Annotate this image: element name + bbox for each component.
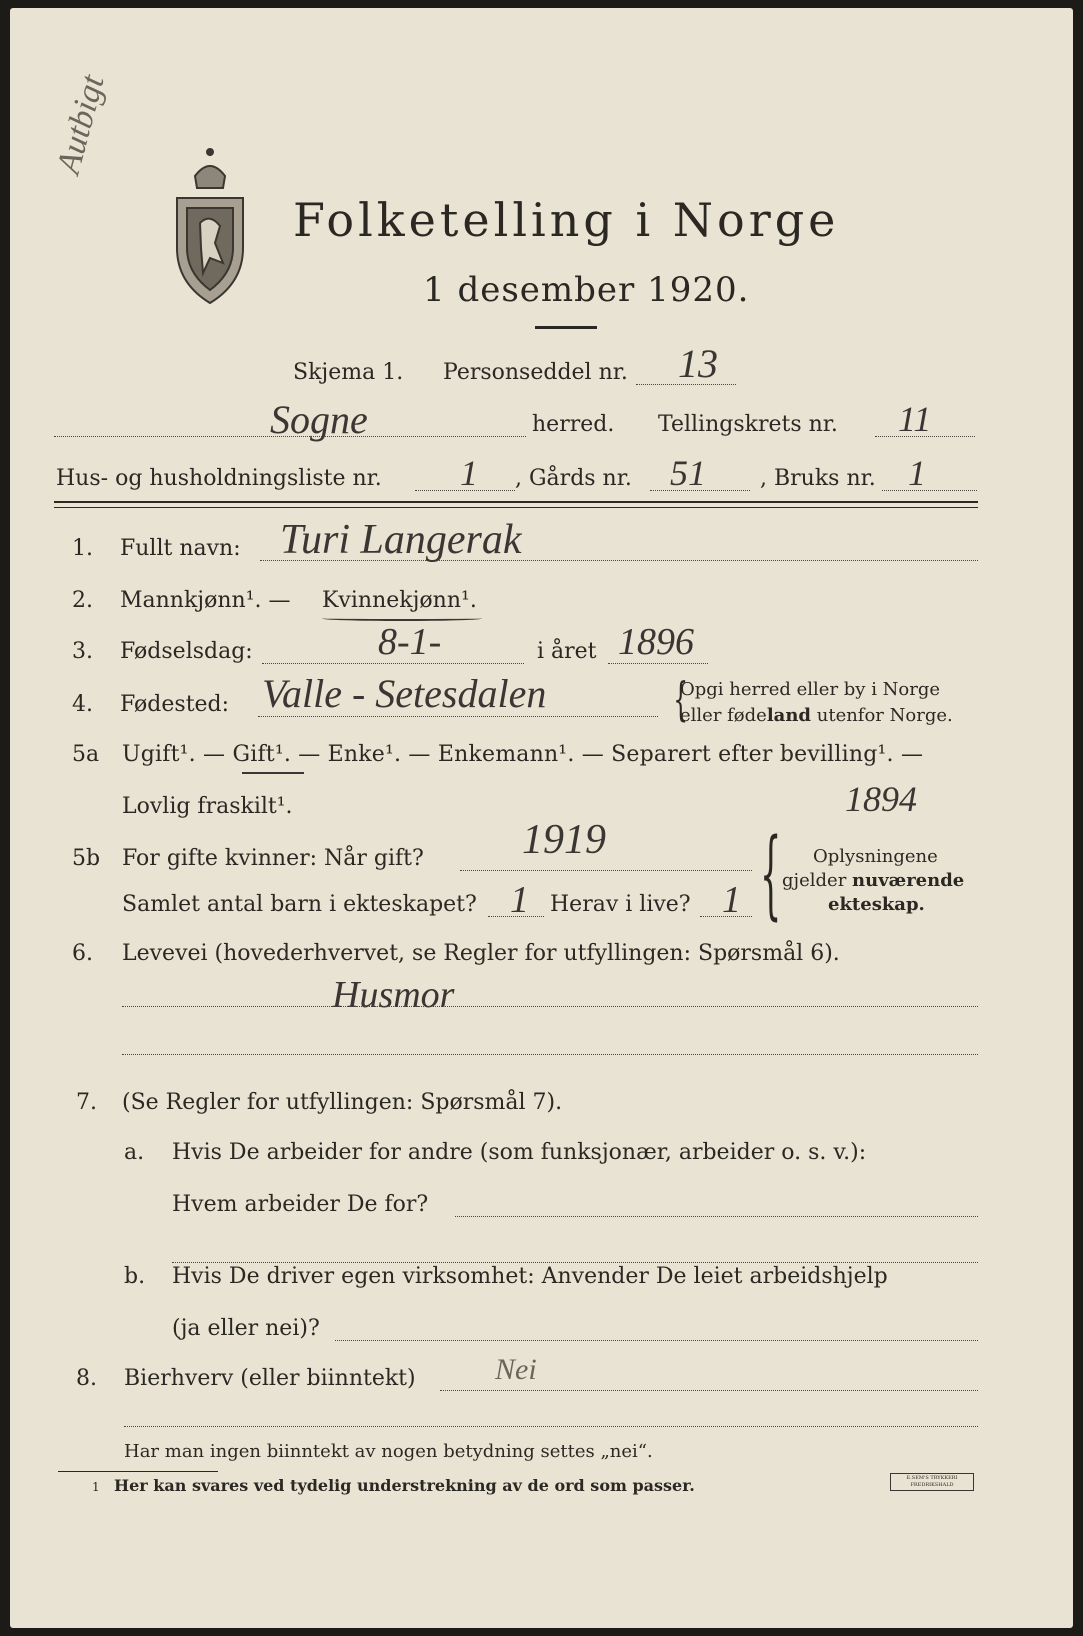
title-divider — [535, 326, 597, 329]
q7-number: 7. — [76, 1090, 97, 1115]
q5b-children-label: Samlet antal barn i ekteskapet? — [122, 892, 477, 917]
header-rule-top — [54, 501, 978, 503]
printer-stamp: E.SEM'S TRYKKERI FREDRIKSHALD — [890, 1473, 974, 1491]
q5a-lovlig-fraskilt[interactable]: Lovlig fraskilt¹. — [122, 794, 293, 819]
q7a-answer-line2[interactable] — [172, 1262, 978, 1263]
q5a-gift-underline — [242, 770, 304, 774]
q6-line1 — [122, 1006, 978, 1007]
q6-line2 — [122, 1054, 978, 1055]
form-title: Folketelling i Norge — [293, 193, 840, 247]
q7a-letter: a. — [124, 1140, 145, 1165]
q6-number: 6. — [72, 941, 93, 966]
q3-year-label: i året — [537, 639, 597, 664]
herred-value[interactable]: Sogne — [270, 397, 368, 442]
bruks-value[interactable]: 1 — [908, 453, 926, 493]
q5b-alive-value[interactable]: 1 — [722, 879, 741, 921]
husliste-label: Hus- og husholdningsliste nr. — [56, 466, 382, 491]
q5b-married-label: For gifte kvinner: Når gift? — [122, 846, 424, 871]
q7a-line2: Hvem arbeider De for? — [172, 1192, 429, 1217]
q5b-married-value[interactable]: 1919 — [522, 817, 606, 863]
footnote-text: Her kan svares ved tydelig understrekning av de ord som passer. — [114, 1476, 695, 1495]
q2-female-option[interactable]: Kvinnekjønn¹. — [322, 588, 477, 613]
q7-label: (Se Regler for utfyllingen: Spørsmål 7). — [122, 1090, 563, 1115]
herred-label: herred. — [532, 412, 615, 437]
personseddel-label: Personseddel nr. — [443, 360, 628, 385]
bruks-line — [882, 490, 977, 491]
husliste-value[interactable]: 1 — [460, 453, 478, 493]
q2-number: 2. — [72, 588, 93, 613]
margin-handwriting: Autbigt — [50, 71, 112, 178]
q5b-married-line — [460, 870, 752, 871]
tellingskrets-value[interactable]: 11 — [898, 399, 932, 439]
q7a-line1: Hvis De arbeider for andre (som funksjonær, arbeider o. s. v.): — [172, 1140, 867, 1165]
q7b-line2: (ja eller nei)? — [172, 1316, 320, 1341]
header-rule-bottom — [54, 507, 978, 508]
q8-line — [440, 1390, 978, 1391]
q5b-number: 5b — [72, 846, 101, 871]
q2-male-option[interactable]: Mannkjønn¹. — — [120, 588, 291, 613]
coat-of-arms-emblem — [165, 148, 255, 308]
q3-year-value[interactable]: 1896 — [618, 621, 694, 663]
gards-value[interactable]: 51 — [670, 453, 706, 493]
footnote-rule — [58, 1471, 218, 1472]
q8-line2 — [124, 1426, 978, 1427]
q3-number: 3. — [72, 639, 93, 664]
q5a-marital-options[interactable]: Ugift¹. — Gift¹. — Enke¹. — Enkemann¹. — Separert efter bevilling¹. — — [122, 742, 924, 767]
q1-fullname-value[interactable]: Turi Langerak — [280, 517, 522, 563]
q7a-answer-line1[interactable] — [455, 1216, 978, 1217]
q4-note-brace: { — [673, 672, 688, 726]
q4-birthplace-value[interactable]: Valle - Setesdalen — [262, 671, 547, 716]
q4-note-line1: Opgi herred eller by i Norge — [680, 679, 941, 700]
q8-label: Bierhverv (eller biinntekt) — [124, 1366, 416, 1391]
q8-number: 8. — [76, 1366, 97, 1391]
census-form-page — [10, 8, 1073, 1628]
form-date: 1 desember 1920. — [423, 270, 750, 310]
q5a-annotation: 1894 — [845, 779, 917, 819]
q5a-number: 5a — [72, 742, 100, 767]
q6-label: Levevei (hovederhvervet, se Regler for utfyllingen: Spørsmål 6). — [122, 941, 840, 966]
gards-label: , Gårds nr. — [515, 466, 632, 491]
q4-note-line2: eller fødeland utenfor Norge. — [680, 705, 953, 726]
q7b-line1: Hvis De driver egen virksomhet: Anvender De leiet arbeidshjelp — [172, 1264, 888, 1289]
q8-value[interactable]: Nei — [495, 1353, 537, 1386]
q5b-children-value[interactable]: 1 — [510, 879, 529, 921]
q7b-answer-line[interactable] — [335, 1340, 978, 1341]
q3-label: Fødselsdag: — [120, 639, 253, 664]
q6-occupation-value[interactable]: Husmor — [332, 974, 455, 1016]
q5b-note-line3: ekteskap. — [828, 894, 925, 915]
footer-note: Har man ingen biinntekt av nogen betydning settes „nei“. — [124, 1441, 653, 1462]
footnote-mark: 1 — [92, 1480, 100, 1494]
q4-label: Fødested: — [120, 692, 230, 717]
q7b-letter: b. — [124, 1264, 146, 1289]
q5b-alive-label: Herav i live? — [550, 892, 691, 917]
schema-label: Skjema 1. — [293, 360, 404, 385]
q1-label: Fullt navn: — [120, 536, 241, 561]
q5b-note-brace: { — [760, 818, 782, 930]
q1-number: 1. — [72, 536, 93, 561]
q4-number: 4. — [72, 692, 93, 717]
q3-birthdate-value[interactable]: 8-1- — [378, 621, 442, 663]
personseddel-value[interactable]: 13 — [678, 341, 718, 386]
q5b-note-line2: gjelder nuværende — [782, 870, 965, 891]
q5b-note-line1: Oplysningene — [813, 846, 938, 867]
bruks-label: , Bruks nr. — [760, 466, 876, 491]
tellingskrets-label: Tellingskrets nr. — [658, 412, 838, 437]
